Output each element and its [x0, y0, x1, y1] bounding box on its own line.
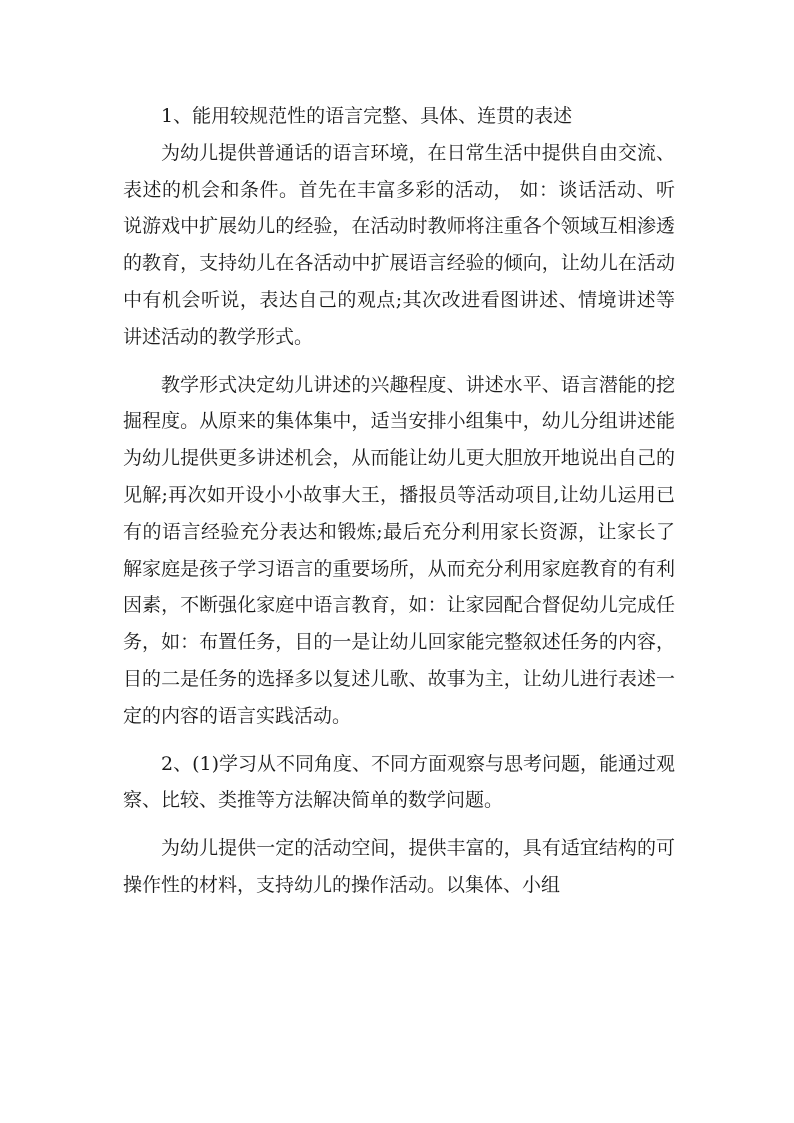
paragraph-2: 教学形式决定幼儿讲述的兴趣程度、讲述水平、语言潜能的挖掘程度。从原来的集体集中，适当安排小组集中，幼儿分组讲述能为幼儿提供更多讲述机会，从而能让幼儿更大胆放开地说出自己的见解;再次如开设小小故事大王，播报员等活动项目,让幼儿运用已有的语言经验充分表达和锻炼;最后充分利用家长资源，让家长了解家庭是孩子学习语言的重要场所，从而充分利用家庭教育的有利因素，不断强化家庭中语言教育，如：让家园配合督促幼儿完成任务，如：布置任务，目的一是让幼儿回家能完整叙述任务的内容，目的二是任务的选择多以复述儿歌、故事为主，让幼儿进行表述一定的内容的语言实践活动。 [123, 373, 675, 727]
paragraph-3: 为幼儿提供一定的活动空间，提供丰富的，具有适宜结构的可操作性的材料，支持幼儿的操作活动。以集体、小组 [123, 837, 675, 896]
section-heading-2: 2、(1)学习从不同角度、不同方面观察与思考问题，能通过观察、比较、类推等方法解决简单的数学问题。 [123, 752, 676, 812]
paragraph-1: 为幼儿提供普通话的语言环境，在日常生活中提供自由交流、表述的机会和条件。首先在丰富多彩的活动， 如：谈话活动、听说游戏中扩展幼儿的经验，在活动时教师将注重各个领域互相渗透的教育，支持幼儿在各活动中扩展语言经验的倾向，让幼儿在活动中有机会听说，表达自己的观点;其次改进看图讲述、情境讲述等讲述活动的教学形式。 [123, 141, 675, 348]
section-heading-1: 1、能用较规范性的语言完整、具体、连贯的表述 [161, 105, 573, 127]
document-body [123, 98, 675, 904]
